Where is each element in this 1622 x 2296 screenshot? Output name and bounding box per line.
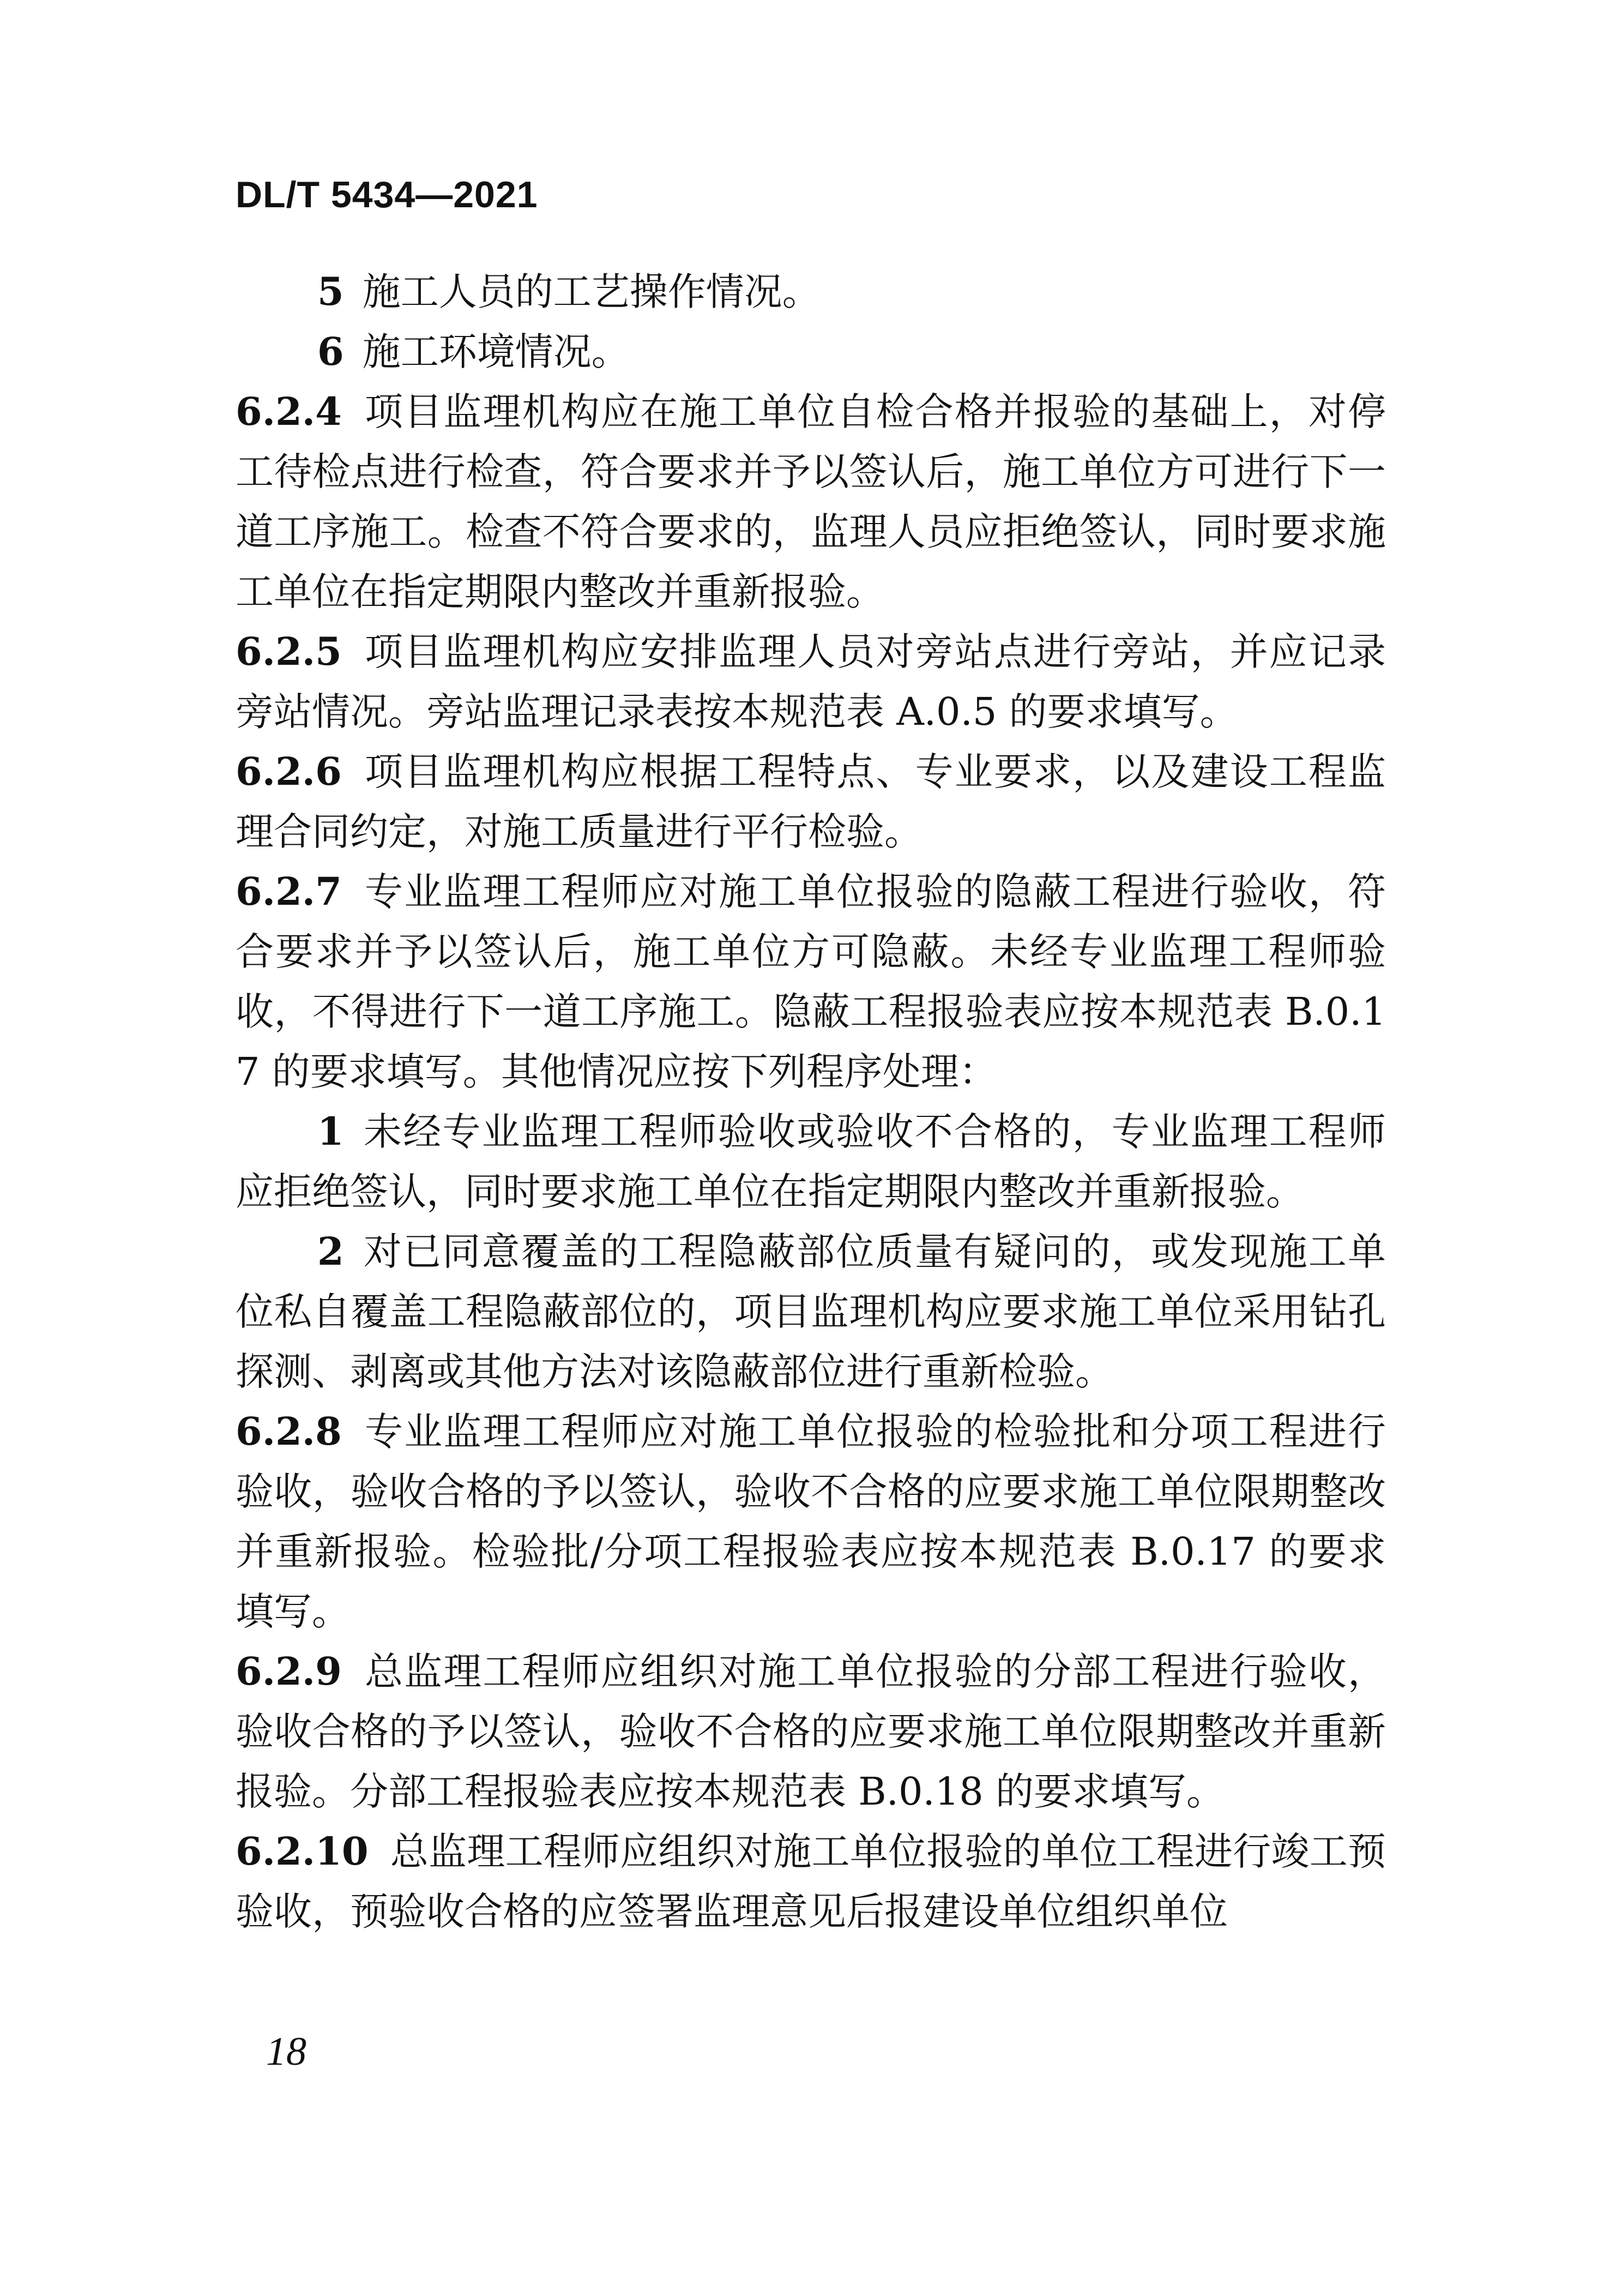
clause-text: 项目监理机构应在施工单位自检合格并报验的基础上，对停工待检点进行检查，符合要求并予以签认后，施工单位方可进行下一道工序施工。检查不符合要求的，监理人员应拒绝签认，同时要求施工单位在指定期限内整改并重新报验。: [236, 389, 1386, 614]
list-item-text: 对已同意覆盖的工程隐蔽部位质量有疑问的，或发现施工单位私自覆盖工程隐蔽部位的，项目监理机构应要求施工单位采用钻孔探测、剥离或其他方法对该隐蔽部位进行重新检验。: [236, 1229, 1386, 1394]
clause-6-2-4: [236, 382, 1386, 622]
clause-6-2-10: [236, 1822, 1386, 1942]
list-item-text: 未经专业监理工程师验收或验收不合格的，专业监理工程师应拒绝签认，同时要求施工单位在指定期限内整改并重新报验。: [236, 1109, 1386, 1214]
clause-text: 总监理工程师应组织对施工单位报验的单位工程进行竣工预验收，预验收合格的应签署监理意见后报建设单位组织单位: [236, 1829, 1386, 1934]
clause-number: 6.2.5: [236, 629, 342, 674]
clause-text: 项目监理机构应安排监理人员对旁站点进行旁站，并应记录旁站情况。旁站监理记录表按本规范表 A.0.5 的要求填写。: [236, 629, 1386, 734]
list-item-number: 5: [317, 269, 344, 314]
clause-number: 6.2.6: [236, 749, 342, 794]
list-item-5: [236, 262, 1386, 322]
clause-6-2-8: [236, 1402, 1386, 1642]
list-item-number: 6: [317, 329, 344, 374]
list-item-number: 2: [317, 1229, 344, 1274]
clause-number: 6.2.8: [236, 1409, 342, 1454]
clause-number: 6.2.4: [236, 389, 342, 434]
list-item-6: [236, 322, 1386, 382]
list-item-text: 施工环境情况。: [362, 329, 630, 374]
clause-6-2-9: [236, 1642, 1386, 1822]
clause-text: 总监理工程师应组织对施工单位报验的分部工程进行验收，验收合格的予以签认，验收不合格的应要求施工单位限期整改并重新报验。分部工程报验表应按本规范表 B.0.18 的要求填写。: [236, 1649, 1386, 1814]
page-number: 18: [266, 2029, 306, 2074]
list-item-1: [236, 1102, 1386, 1222]
list-item-number: 1: [317, 1109, 344, 1154]
list-item-2: [236, 1222, 1386, 1402]
clause-6-2-5: [236, 622, 1386, 742]
clause-number: 6.2.9: [236, 1649, 342, 1694]
clause-text: 专业监理工程师应对施工单位报验的检验批和分项工程进行验收，验收合格的予以签认，验收不合格的应要求施工单位限期整改并重新报验。检验批/分项工程报验表应按本规范表 B.0.17 的要求填写。: [236, 1409, 1386, 1634]
clause-6-2-6: [236, 742, 1386, 862]
document-body: [236, 262, 1386, 1942]
clause-text: 专业监理工程师应对施工单位报验的隐蔽工程进行验收，符合要求并予以签认后，施工单位方可隐蔽。未经专业监理工程师验收，不得进行下一道工序施工。隐蔽工程报验表应按本规范表 B.0.17 的要求填写。其他情况应按下列程序处理：: [236, 869, 1386, 1094]
clause-text: 项目监理机构应根据工程特点、专业要求，以及建设工程监理合同约定，对施工质量进行平行检验。: [236, 749, 1386, 854]
clause-number: 6.2.10: [236, 1829, 369, 1874]
document-header: DL/T 5434—2021: [236, 174, 538, 215]
list-item-text: 施工人员的工艺操作情况。: [362, 269, 821, 314]
clause-number: 6.2.7: [236, 869, 342, 914]
clause-6-2-7: [236, 862, 1386, 1102]
